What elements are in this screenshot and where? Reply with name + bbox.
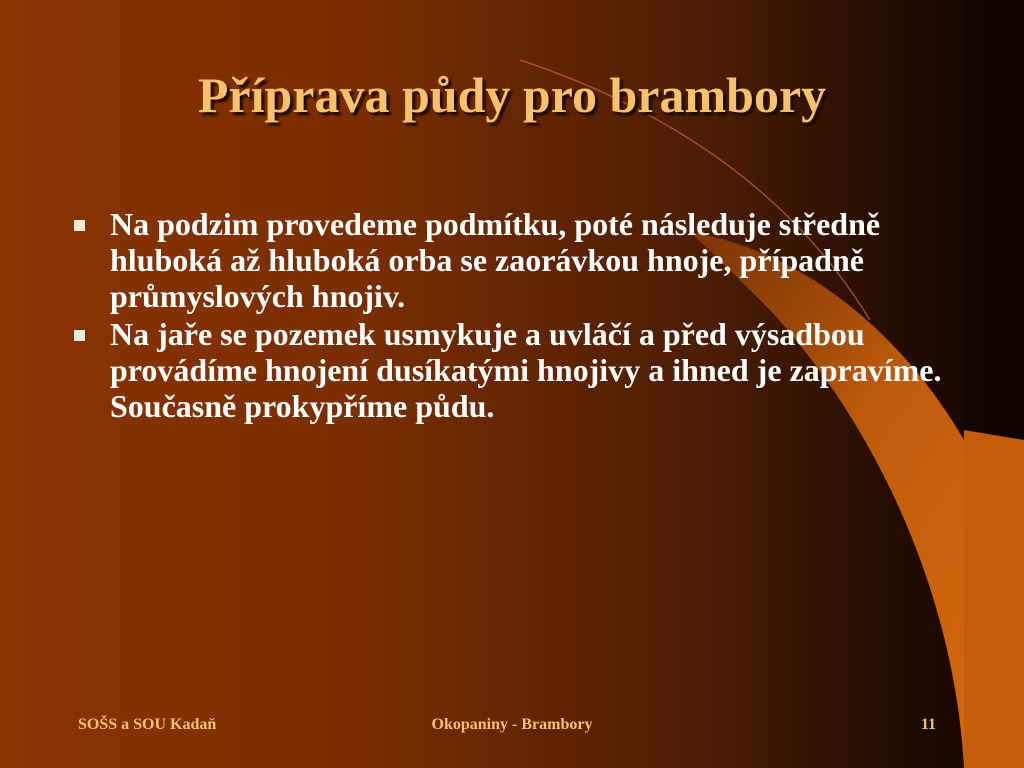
list-item	[72, 316, 992, 424]
slide-number: 11	[920, 716, 936, 733]
bullet-text: Na jaře se pozemek usmykuje a uvláčí a před výsadbou provádíme hnojení dusíkatými hnojivy a ihned je zapravíme. Současně prokypříme půdu.	[110, 316, 942, 424]
list-item	[72, 206, 992, 314]
bullet-list	[72, 206, 992, 426]
square-bullet-icon	[74, 220, 85, 231]
slide-title: Příprava půdy pro brambory	[197, 67, 827, 123]
footer-topic: Okopaniny - Brambory	[431, 716, 593, 733]
bullet-text: Na podzim provedeme podmítku, poté následuje středně hluboká až hluboká orba se zaorávkou hnoje, případně průmyslových hnojiv.	[110, 206, 881, 314]
square-bullet-icon	[74, 330, 85, 341]
footer-organization: SOŠS a SOU Kadaň	[78, 716, 217, 733]
